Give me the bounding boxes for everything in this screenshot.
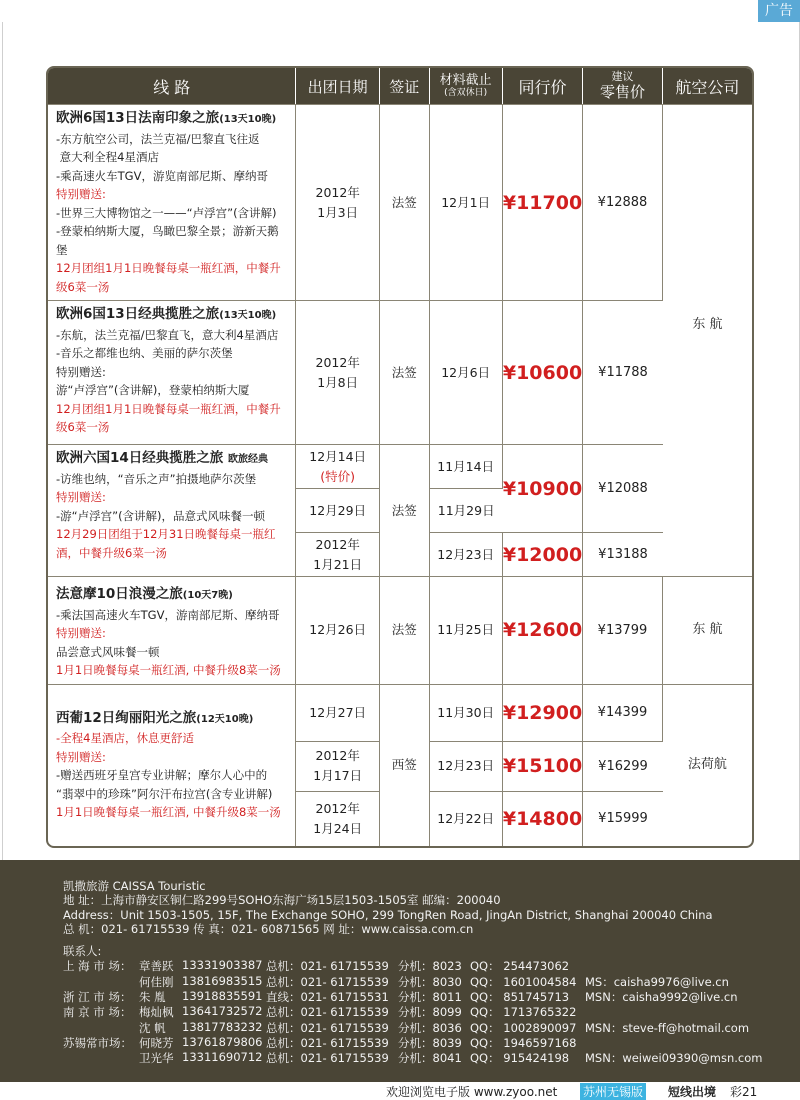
contact-switchboard: 总机：021- 61715539 <box>266 1036 389 1050</box>
page-number: 彩21 <box>730 1085 758 1099</box>
contact-switchboard: 总机：021- 61715539 <box>266 1021 389 1035</box>
contact-ext: 分机：8099 <box>398 1005 462 1019</box>
date-cell: 12月14日 (特价) <box>296 444 379 488</box>
retail-price: ¥13799 <box>583 576 663 684</box>
contact-ext: 分机：8041 <box>398 1051 462 1065</box>
contact-mobile: 13816983515 <box>182 974 263 988</box>
promo-line: -全程4星酒店，休息更舒适 <box>56 731 194 745</box>
route-cell <box>48 444 296 576</box>
route-title: 法意摩10日浪漫之旅(10天7晚) <box>56 586 233 602</box>
gift-line: 品尝意式风味餐一顿 <box>56 644 160 659</box>
table-row <box>48 300 752 444</box>
edition-badge: 苏州无锡版 <box>580 1083 646 1100</box>
contacts-label: 联系人: <box>63 944 102 958</box>
deadline-cell: 12月23日 <box>430 741 503 791</box>
route-line: -访维也纳，“音乐之声”拍摄地萨尔茨堡 <box>56 471 257 486</box>
route-cell <box>48 104 296 300</box>
contact-footer <box>0 860 800 1082</box>
contact-name: 梅灿枫 <box>139 1005 174 1019</box>
contact-name: 章善跃 <box>139 959 174 973</box>
contact-qq: QQ： 1601004584 <box>470 975 577 989</box>
date-cell: 2012年 1月21日 <box>296 532 379 576</box>
airline-cell: 东 航 <box>663 576 752 684</box>
bottom-bar <box>0 1082 800 1100</box>
contact-switchboard: 总机：021- 61715539 <box>266 975 389 989</box>
header-retail-top: 建议 <box>611 70 634 83</box>
retail-price: ¥12088 <box>583 444 663 532</box>
promo-line: 1月1日晚餐每桌一瓶红酒, 中餐升级8菜一汤 <box>56 663 281 677</box>
contact-msn: MSN：weiwei09390@msn.com <box>585 1051 763 1065</box>
deadline-cell: 12月1日 <box>430 104 503 300</box>
date-cell: 2012年 1月8日 <box>296 300 379 444</box>
visa-cell: 法签 <box>380 576 430 684</box>
peer-price: ¥12000 <box>503 532 583 576</box>
contact-msn: MSN：steve-ff@hotmail.com <box>585 1021 750 1035</box>
visa-cell: 法签 <box>380 444 430 576</box>
retail-price: ¥12888 <box>583 104 663 300</box>
gift-line: 游“卢浮宫”(含讲解)，登蒙柏纳斯大厦 <box>56 383 250 397</box>
contact-mobile: 13817783232 <box>182 1020 263 1034</box>
table-header-row <box>48 68 752 104</box>
deadline-cell: 11月25日 <box>430 576 503 684</box>
contact-ext: 分机：8039 <box>398 1036 462 1050</box>
contact-name: 何晓芳 <box>139 1036 174 1050</box>
gift-label: 特别赠送: <box>56 490 106 504</box>
promo-line: 酒，中餐升级6菜一汤 <box>56 545 167 560</box>
visa-cell: 西签 <box>380 684 430 846</box>
route-line: -音乐之都维也纳、美丽的萨尔茨堡 <box>56 346 233 360</box>
browse-link[interactable]: 欢迎浏览电子版 www.zyoo.net <box>386 1085 558 1099</box>
route-line: -东方航空公司，法兰克福/巴黎直飞往返 <box>56 131 260 146</box>
promo-line: 级6菜一汤 <box>56 420 110 434</box>
route-title: 欧洲6国13日经典揽胜之旅(13天10晚) <box>56 306 277 322</box>
header-deadline-sub: (含双休日) <box>444 88 488 98</box>
retail-price: ¥16299 <box>583 741 663 791</box>
phone-line: 总 机：021- 61715539 传 真：021- 60871565 网 址：www.caissa.com.cn <box>63 922 474 936</box>
peer-price: ¥15100 <box>503 741 583 791</box>
company-name: 凯撒旅游 CAISSA Touristic <box>63 879 206 893</box>
contact-mobile: 13311690712 <box>182 1050 263 1064</box>
peer-price: ¥10600 <box>503 300 583 444</box>
contact-qq: QQ： 915424198 <box>470 1051 570 1065</box>
peer-price: ¥14800 <box>503 791 583 846</box>
contact-switchboard: 总机：021- 61715539 <box>266 1005 389 1019</box>
retail-price: ¥14399 <box>583 684 663 741</box>
route-cell <box>48 684 296 846</box>
retail-price: ¥15999 <box>583 791 663 846</box>
contact-mobile: 13761879806 <box>182 1035 263 1049</box>
gift-label: 特别赠送: <box>56 187 106 201</box>
gift-line: “翡翠中的珍珠”阿尔汗布拉宫(含专业讲解) <box>56 786 273 801</box>
contact-mobile: 13641732572 <box>182 1004 263 1018</box>
contact-mobile: 13918835591 <box>182 989 263 1003</box>
date-cell: 2012年 1月17日 <box>296 741 379 791</box>
header-date: 出团日期 <box>296 68 379 104</box>
promo-line: 级6菜一汤 <box>56 279 110 294</box>
contact-ext: 分机：8036 <box>398 1021 462 1035</box>
deadline-cell: 11月14日 <box>430 444 503 488</box>
contact-name: 朱 胤 <box>139 990 166 1004</box>
route-line: 意大利全程4星酒店 <box>56 150 159 164</box>
header-peer-price: 同行价 <box>503 68 583 104</box>
deadline-cell: 12月23日 <box>430 532 503 576</box>
peer-price: ¥11700 <box>503 104 583 300</box>
date-cell: 12月27日 <box>296 684 379 741</box>
header-visa: 签证 <box>380 68 430 104</box>
gift-line: -世界三大博物馆之一——“卢浮宫”(含讲解) <box>56 205 277 220</box>
date-cell: 2012年 1月3日 <box>296 104 379 300</box>
contact-switchboard: 总机：021- 61715539 <box>266 959 389 973</box>
deadline-cell: 12月22日 <box>430 791 503 846</box>
ad-tag: 广告 <box>758 0 800 22</box>
route-cell <box>48 300 296 444</box>
promo-line: 1月1日晚餐每桌一瓶红酒, 中餐升级8菜一汤 <box>56 805 281 819</box>
price-table <box>46 66 754 848</box>
contact-ext: 分机：8023 <box>398 959 462 973</box>
gift-label: 特别赠送: <box>56 749 106 764</box>
gift-label: 特别赠送: <box>56 626 106 640</box>
route-line: -东航，法兰克福/巴黎直飞，意大利4星酒店 <box>56 327 279 342</box>
contact-msn: MS：caisha9976@live.cn <box>585 975 729 989</box>
route-title: 欧洲6国13日法南印象之旅(13天10晚) <box>56 110 277 126</box>
route-cell <box>48 576 296 684</box>
airline-cell: 法荷航 <box>663 684 752 846</box>
contact-qq: QQ： 1002890097 <box>470 1021 577 1035</box>
peer-price: ¥12600 <box>503 576 583 684</box>
date-cell: 12月26日 <box>296 576 379 684</box>
deadline-cell: 12月6日 <box>430 300 503 444</box>
gift-line: -游“卢浮宫”(含讲解)，品意式风味餐一顿 <box>56 508 266 523</box>
contact-qq: QQ： 254473062 <box>470 959 570 973</box>
contact-msn: MSN：caisha9992@live.cn <box>585 990 738 1004</box>
contact-name: 卫光华 <box>139 1051 174 1065</box>
date-cell: 12月29日 <box>296 488 379 532</box>
promo-line: 12月29日团组于12月31日晚餐每桌一瓶红 <box>56 527 276 541</box>
date-cell: 2012年 1月24日 <box>296 791 379 846</box>
contact-switchboard: 直线：021- 61715531 <box>266 990 389 1004</box>
contact-ext: 分机：8030 <box>398 975 462 989</box>
airline-cell: 东 航 <box>663 104 752 576</box>
address-cn: 地 址：上海市静安区铜仁路299号SOHO东海广场15层1503-1505室 邮编：200040 <box>63 893 501 907</box>
contact-name: 何佳刚 <box>139 975 174 989</box>
address-en: Address：Unit 1503-1505, 15F, The Exchange SOHO, 299 TongRen Road, JingAn District, Shanghai 200040 China <box>63 908 713 922</box>
table-row <box>48 576 752 684</box>
contact-qq: QQ： 1713765322 <box>470 1005 577 1019</box>
table-row <box>48 444 752 488</box>
header-deadline <box>430 68 503 104</box>
contact-name: 沈 帆 <box>139 1021 166 1035</box>
table-row <box>48 104 752 300</box>
promo-line: 12月团组1月1日晚餐每桌一瓶红酒，中餐升 <box>56 401 281 416</box>
route-title: 西葡12日绚丽阳光之旅(12天10晚) <box>56 709 254 726</box>
deadline-cell: 11月30日 <box>430 684 503 741</box>
contact-market: 浙 江 市 场： <box>63 990 132 1004</box>
retail-price: ¥13188 <box>583 532 663 576</box>
gift-line: -登蒙柏纳斯大厦，鸟瞰巴黎全景；游新天鹅堡 <box>56 224 279 257</box>
route-line: -乘法国高速火车TGV，游南部尼斯、摩纳哥 <box>56 607 280 622</box>
gift-line: -赠送西班牙皇宫专业讲解；摩尔人心中的 <box>56 768 268 782</box>
section-label: 短线出境 <box>668 1085 717 1099</box>
contact-market: 上 海 市 场： <box>63 959 132 973</box>
peer-price: ¥12900 <box>503 684 583 741</box>
contact-switchboard: 总机：021- 61715539 <box>266 1051 389 1065</box>
header-retail <box>583 68 663 104</box>
header-route: 线 路 <box>48 68 296 104</box>
peer-price: ¥10900 <box>503 444 583 532</box>
visa-cell: 法签 <box>380 104 430 300</box>
visa-cell: 法签 <box>380 300 430 444</box>
header-airline: 航空公司 <box>663 68 752 104</box>
contact-market: 苏锡常市场： <box>63 1036 132 1050</box>
contact-market: 南 京 市 场： <box>63 1005 132 1019</box>
header-retail-bottom: 零售价 <box>599 83 645 101</box>
header-deadline-main: 材料截止 <box>439 73 492 88</box>
route-line: -乘高速火车TGV，游览南部尼斯、摩纳哥 <box>56 168 268 183</box>
contact-qq: QQ： 851745713 <box>470 990 570 1004</box>
promo-line: 12月团组1月1日晚餐每桌一瓶红酒，中餐升 <box>56 261 281 275</box>
deadline-cell: 11月29日 <box>430 488 503 532</box>
retail-price: ¥11788 <box>583 300 663 444</box>
contact-mobile: 13331903387 <box>182 958 263 972</box>
contact-qq: QQ： 1946597168 <box>470 1036 577 1050</box>
gift-label: 特别赠送: <box>56 364 106 379</box>
route-title: 欧洲六国14日经典揽胜之旅 欧旅经典 <box>56 450 268 466</box>
table-row <box>48 684 752 741</box>
contact-ext: 分机：8011 <box>398 990 462 1004</box>
